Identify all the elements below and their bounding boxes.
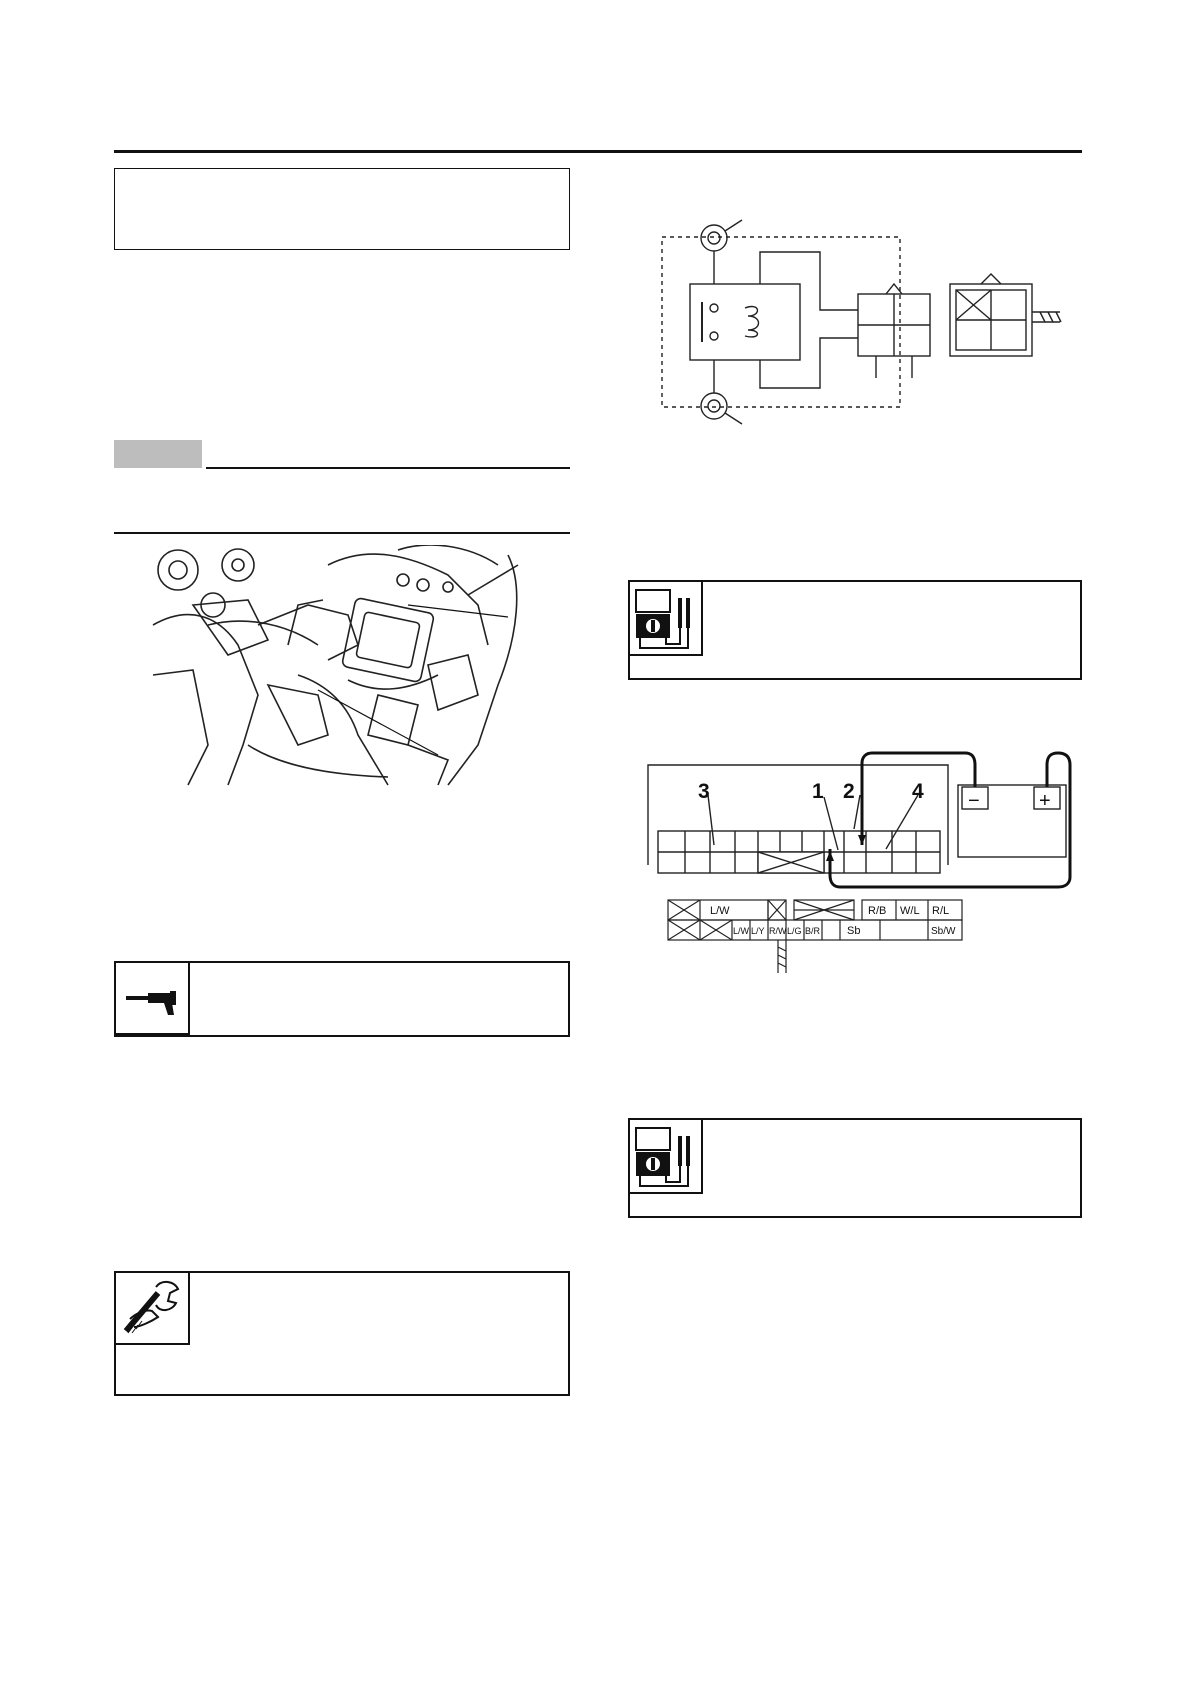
wire-label-lw: L/W: [733, 926, 750, 936]
tester-spec-box-2: [628, 1118, 1082, 1218]
tool-spec-box: [114, 1271, 570, 1396]
relay-schematic: [650, 212, 1070, 427]
wire-label-rb: R/B: [868, 905, 887, 917]
multimeter-icon: [630, 582, 703, 656]
note-rule: [206, 467, 570, 469]
battery-negative: −: [968, 790, 980, 812]
grease-spec-box: [114, 961, 570, 1037]
note-tab: [114, 440, 202, 468]
wire-label-lg: L/G: [787, 926, 802, 936]
callout-1: 1: [812, 780, 824, 803]
continuity-check-diagram: [640, 745, 1080, 985]
grease-gun-icon: [116, 963, 190, 1035]
tester-spec-box-1: [628, 580, 1082, 680]
wire-label-rw: R/W: [769, 926, 787, 936]
title-box: [114, 168, 570, 250]
callout-3: 3: [698, 780, 710, 803]
wire-label-wl: W/L: [900, 905, 920, 917]
wire-label-rl: R/L: [932, 905, 950, 917]
callout-2: 2: [843, 780, 855, 803]
wire-label-br: B/R: [805, 926, 821, 936]
note-end-rule: [114, 532, 570, 534]
relay-location-illustration: [148, 545, 538, 790]
battery-positive: +: [1039, 790, 1051, 812]
header-rule: [114, 150, 1082, 153]
wire-label-ly: L/Y: [751, 926, 765, 936]
multimeter-icon: [630, 1120, 703, 1194]
wire-label-sbw: Sb/W: [931, 926, 956, 937]
callout-4: 4: [912, 780, 924, 803]
wire-label-sb: Sb: [847, 925, 861, 937]
wire-label-lw-top: L/W: [710, 905, 730, 917]
wrench-icon: [116, 1273, 190, 1345]
